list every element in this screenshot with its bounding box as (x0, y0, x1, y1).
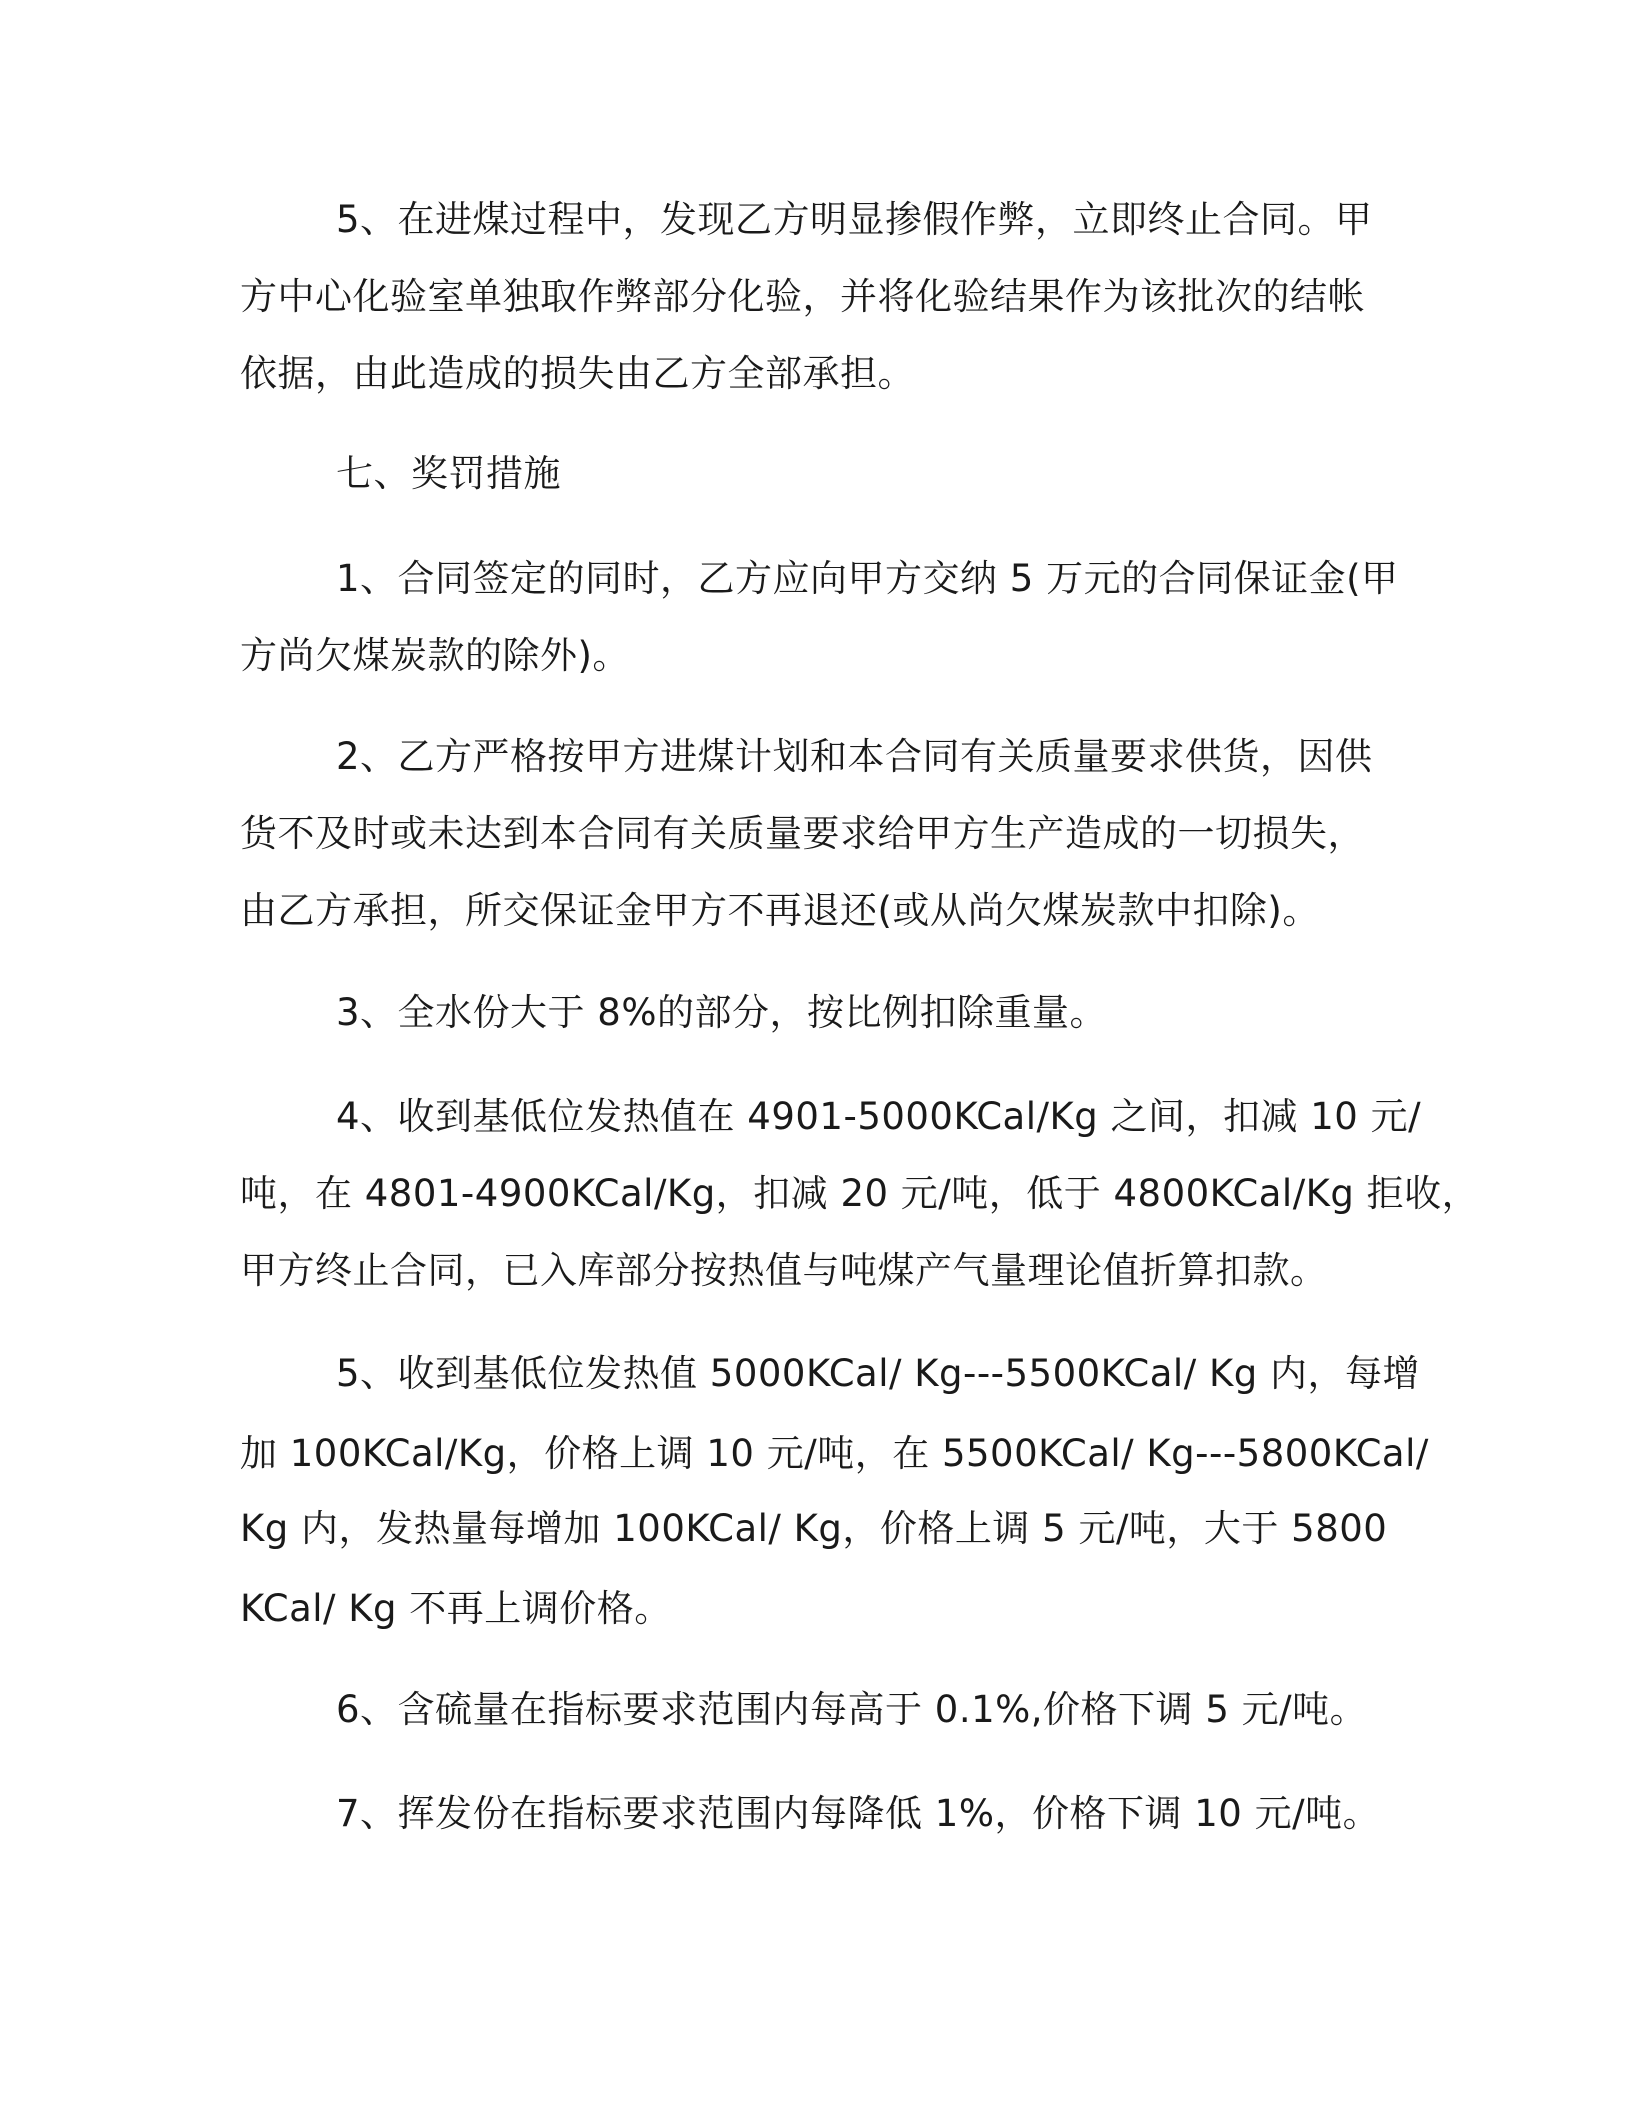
text-line: 2、乙方严格按甲方进煤计划和本合同有关质量要求供货，因供 (336, 735, 1373, 778)
text-line: 5、在进煤过程中，发现乙方明显掺假作弊，立即终止合同。甲 (336, 198, 1373, 241)
text-line: 方中心化验室单独取作弊部分化验，并将化验结果作为该批次的结帐 (240, 275, 1365, 318)
text-line: 甲方终止合同，已入库部分按热值与吨煤产气量理论值折算扣款。 (240, 1249, 1328, 1292)
text-line: 3、全水份大于 8%的部分，按比例扣除重量。 (336, 991, 1107, 1034)
section-heading: 七、奖罚措施 (336, 452, 561, 495)
text-line: 吨，在 4801-4900KCal/Kg，扣减 20 元/吨，低于 4800KCal/Kg 拒收， (240, 1172, 1480, 1215)
text-line: 4、收到基低位发热值在 4901-5000KCal/Kg 之间，扣减 10 元/ (336, 1095, 1422, 1138)
text-line: 依据，由此造成的损失由乙方全部承担。 (240, 352, 915, 395)
text-line: 由乙方承担，所交保证金甲方不再退还(或从尚欠煤炭款中扣除)。 (240, 889, 1320, 932)
text-line: 加 100KCal/Kg，价格上调 10 元/吨，在 5500KCal/ Kg---5800KCal/ (240, 1432, 1429, 1475)
text-line: 5、收到基低位发热值 5000KCal/ Kg---5500KCal/ Kg 内，每增 (336, 1352, 1420, 1395)
text-line: Kg 内，发热量每增加 100KCal/ Kg，价格上调 5 元/吨，大于 5800 (240, 1507, 1388, 1550)
text-line: 方尚欠煤炭款的除外)。 (240, 634, 630, 677)
text-line: KCal/ Kg 不再上调价格。 (240, 1587, 672, 1630)
text-line: 货不及时或未达到本合同有关质量要求给甲方生产造成的一切损失， (240, 812, 1365, 855)
text-line: 6、含硫量在指标要求范围内每高于 0.1%,价格下调 5 元/吨。 (336, 1688, 1368, 1731)
text-line: 1、合同签定的同时，乙方应向甲方交纳 5 万元的合同保证金(甲 (336, 557, 1399, 600)
text-line: 7、挥发份在指标要求范围内每降低 1%，价格下调 10 元/吨。 (336, 1792, 1381, 1835)
